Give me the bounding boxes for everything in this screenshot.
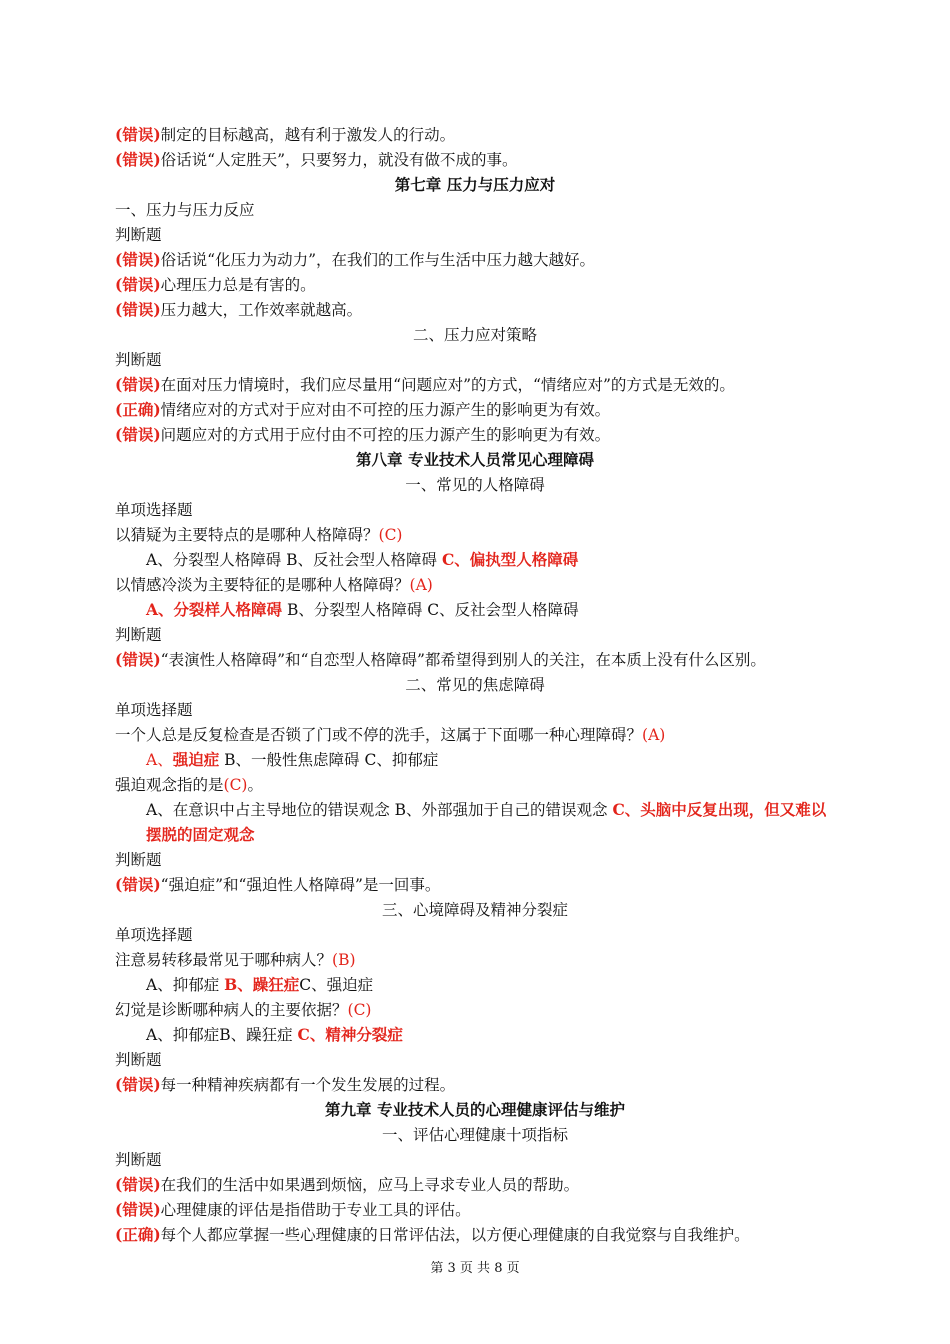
answer-letter: (B) bbox=[332, 951, 356, 969]
judgment-item bbox=[115, 123, 875, 147]
judgment-item bbox=[115, 423, 875, 447]
chapter-heading: 第七章 压力与压力应对 bbox=[394, 175, 556, 194]
answer-tag: (错误) bbox=[115, 275, 161, 294]
answer-tag: (错误) bbox=[115, 375, 161, 394]
question-type-label: 判断题 bbox=[115, 1151, 162, 1169]
answer-letter: (A) bbox=[642, 726, 666, 744]
question-text: 注意易转移最常见于哪种病人？ bbox=[115, 951, 333, 969]
option-text: B、分裂型人格障碍 C、反社会型人格障碍 bbox=[282, 601, 579, 619]
answer-letter: (C) bbox=[347, 1001, 372, 1019]
chapter-heading: 第八章 专业技术人员常见心理障碍 bbox=[356, 450, 594, 469]
answer-tag: (错误) bbox=[115, 1200, 161, 1219]
item-text: 压力越大，工作效率就越高。 bbox=[160, 301, 363, 319]
judgment-item bbox=[115, 273, 875, 297]
item-text: 问题应对的方式用于应付由不可控的压力源产生的影响更为有效。 bbox=[160, 426, 611, 444]
choice-options bbox=[146, 598, 906, 622]
item-text: 每个人都应掌握一些心理健康的日常评估法，以方便心理健康的自我觉察与自我维护。 bbox=[160, 1226, 750, 1244]
answer-tag: (错误) bbox=[115, 150, 161, 169]
chapter-heading: 第九章 专业技术人员的心理健康评估与维护 bbox=[325, 1100, 625, 1119]
choice-options bbox=[146, 973, 906, 997]
correct-option: C、头脑中反复出现，但又难以 bbox=[612, 800, 827, 819]
answer-tag: (错误) bbox=[115, 1075, 161, 1094]
correct-option: C、精神分裂症 bbox=[297, 1025, 403, 1044]
choice-question bbox=[115, 998, 875, 1022]
item-text: 俗话说“化压力为动力”，在我们的工作与生活中压力越大越好。 bbox=[160, 251, 596, 269]
question-type-label: 单项选择题 bbox=[115, 926, 193, 944]
item-text: 心理压力总是有害的。 bbox=[160, 276, 316, 294]
judgment-item bbox=[115, 148, 875, 172]
question-text: 以猜疑为主要特点的是哪种人格障碍？ bbox=[115, 526, 379, 544]
correct-option: 摆脱的固定观念 bbox=[146, 825, 255, 844]
choice-options bbox=[146, 798, 906, 822]
option-text: A、抑郁症B、躁狂症 bbox=[146, 1026, 298, 1044]
choice-question bbox=[115, 773, 875, 797]
judgment-item bbox=[115, 1073, 875, 1097]
question-type-label: 判断题 bbox=[115, 1051, 162, 1069]
question-suffix: 。 bbox=[247, 776, 263, 794]
question-text: 以情感冷淡为主要特征的是哪种人格障碍？ bbox=[115, 576, 410, 594]
choice-options bbox=[146, 548, 906, 572]
answer-tag: (正确) bbox=[115, 400, 161, 419]
question-type-label: 判断题 bbox=[115, 626, 162, 644]
item-text: 每一种精神疾病都有一个发生发展的过程。 bbox=[160, 1076, 456, 1094]
question-type-label: 判断题 bbox=[115, 351, 162, 369]
option-prefix: A、 bbox=[146, 751, 173, 769]
option-text: B、一般性焦虑障碍 C、抑郁症 bbox=[219, 751, 439, 769]
item-text: 俗话说“人定胜天”，只要努力，就没有做不成的事。 bbox=[160, 151, 518, 169]
answer-letter: (A) bbox=[409, 576, 433, 594]
section-heading: 一、常见的人格障碍 bbox=[405, 476, 545, 494]
answer-tag: (错误) bbox=[115, 875, 161, 894]
question-type-label: 单项选择题 bbox=[115, 701, 193, 719]
correct-option: 强迫症 bbox=[172, 750, 220, 769]
judgment-item bbox=[115, 1223, 875, 1247]
answer-tag: (错误) bbox=[115, 425, 161, 444]
judgment-item bbox=[115, 1198, 875, 1222]
section-heading: 二、压力应对策略 bbox=[412, 326, 537, 344]
question-type-label: 单项选择题 bbox=[115, 501, 193, 519]
correct-option: C、偏执型人格障碍 bbox=[441, 550, 579, 569]
choice-question bbox=[115, 948, 875, 972]
choice-options bbox=[146, 748, 906, 772]
section-heading: 一、压力与压力反应 bbox=[115, 201, 255, 219]
answer-tag: (错误) bbox=[115, 650, 161, 669]
choice-question bbox=[115, 573, 875, 597]
choice-options-continued bbox=[146, 823, 906, 847]
judgment-item bbox=[115, 298, 875, 322]
answer-letter: (C) bbox=[223, 776, 248, 794]
item-text: 在我们的生活中如果遇到烦恼，应马上寻求专业人员的帮助。 bbox=[160, 1176, 580, 1194]
item-text: 在面对压力情境时，我们应尽量用“问题应对”的方式，“情绪应对”的方式是无效的。 bbox=[160, 376, 735, 394]
question-text: 一个人总是反复检查是否锁了门或不停的洗手，这属于下面哪一种心理障碍？ bbox=[115, 726, 643, 744]
judgment-item bbox=[115, 648, 875, 672]
option-text: A、分裂型人格障碍 B、反社会型人格障碍 bbox=[146, 551, 442, 569]
section-heading: 二、常见的焦虑障碍 bbox=[405, 676, 545, 694]
item-text: “强迫症”和“强迫性人格障碍”是一回事。 bbox=[160, 876, 441, 894]
option-text: C、强迫症 bbox=[299, 976, 374, 994]
judgment-item bbox=[115, 373, 875, 397]
answer-tag: (正确) bbox=[115, 1225, 161, 1244]
item-text: 情绪应对的方式对于应对由不可控的压力源产生的影响更为有效。 bbox=[160, 401, 611, 419]
section-heading: 一、评估心理健康十项指标 bbox=[381, 1126, 568, 1144]
answer-tag: (错误) bbox=[115, 300, 161, 319]
item-text: 心理健康的评估是指借助于专业工具的评估。 bbox=[160, 1201, 471, 1219]
section-heading: 三、心境障碍及精神分裂症 bbox=[381, 901, 568, 919]
option-text: A、抑郁症 bbox=[146, 976, 225, 994]
question-text: 幻觉是诊断哪种病人的主要依据？ bbox=[115, 1001, 348, 1019]
page-footer: 第 3 页 共 8 页 bbox=[430, 1261, 520, 1276]
answer-tag: (错误) bbox=[115, 250, 161, 269]
choice-question bbox=[115, 723, 875, 747]
answer-tag: (错误) bbox=[115, 125, 161, 144]
answer-tag: (错误) bbox=[115, 1175, 161, 1194]
choice-question bbox=[115, 523, 875, 547]
question-text: 强迫观念指的是 bbox=[115, 776, 224, 794]
correct-option: A、分裂样人格障碍 bbox=[146, 600, 283, 619]
item-text: “表演性人格障碍”和“自恋型人格障碍”都希望得到别人的关注，在本质上没有什么区别。 bbox=[160, 651, 766, 669]
answer-letter: (C) bbox=[378, 526, 403, 544]
option-text: A、在意识中占主导地位的错误观念 B、外部强加于自己的错误观念 bbox=[146, 801, 613, 819]
correct-option: B、躁狂症 bbox=[224, 975, 300, 994]
judgment-item bbox=[115, 1173, 875, 1197]
question-type-label: 判断题 bbox=[115, 226, 162, 244]
question-type-label: 判断题 bbox=[115, 851, 162, 869]
choice-options bbox=[146, 1023, 906, 1047]
judgment-item bbox=[115, 248, 875, 272]
item-text: 制定的目标越高，越有利于激发人的行动。 bbox=[160, 126, 456, 144]
judgment-item bbox=[115, 873, 875, 897]
judgment-item bbox=[115, 398, 875, 422]
